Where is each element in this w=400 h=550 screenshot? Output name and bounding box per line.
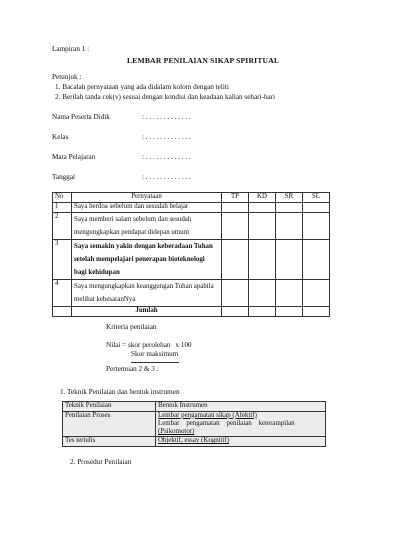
row-no: 2 [53,212,72,239]
nilai-denominator: Skor maksimum [131,350,179,358]
check-cell[interactable] [222,203,249,213]
check-cell[interactable] [222,239,249,279]
table-row [53,212,330,239]
teknik-table-header [63,402,326,412]
field-label-nama: Nama Peserta Didik [52,113,110,121]
field-value-tanggal: : . . . . . . . . . . . . . [142,173,191,181]
check-cell[interactable] [276,212,303,239]
check-cell[interactable] [222,212,249,239]
lampiran-label: Lampiran 1 : [52,45,90,53]
nilai-formula [106,341,192,350]
field-value-mapel: : . . . . . . . . . . . . . [142,153,191,161]
field-label-mapel: Mata Pelajaran [52,153,96,161]
header-no: No [53,193,72,203]
header-teknik: Teknik Penilaian [63,402,156,412]
teknik-name: Tes tertulis [63,437,156,447]
jumlah-cell[interactable] [222,307,249,317]
row-statement: Saya memberi salam sebelum dan sesudah mengungkapkan pendapat didepan umum [72,212,222,239]
section-2-heading: 2. Prosedur Penilaian [70,458,132,466]
section-1-heading: 1. Teknik Penilaian dan bentuk instrumen [60,388,180,396]
document-title: LEMBAR PENILAIAN SIKAP SPIRITUAL [127,56,280,65]
sikap-table [52,192,330,317]
header-bentuk: Bentuk Instrumen [156,402,326,412]
table-row [63,437,326,447]
bentuk-list [156,437,326,447]
field-label-tanggal: Tanggal [52,173,76,181]
petunjuk-item-2: 2. Berilah tanda cek(v) sesuai dengan kondisi dan keadaan kalian sehari-hari [55,93,276,101]
row-statement: Saya mengungkapkan keanggungan Tuhan apabila melihat kebesaranNya [72,280,222,307]
jumlah-cell[interactable] [276,307,303,317]
sikap-table-header [53,193,330,203]
row-no: 4 [53,280,72,307]
pertemuan-label: Pertemuan 2 & 3 : [106,365,159,373]
row-no: 3 [53,239,72,279]
nilai-multiplier: x 100 [175,341,192,349]
teknik-name: Penilaian Proses [63,411,156,437]
table-row [53,280,330,307]
bentuk-line: Objektif, essay (Kognitif) [158,437,229,445]
header-pernyataan: Pernyataan [72,193,222,203]
bentuk-list [156,411,326,437]
check-cell[interactable] [222,280,249,307]
check-cell[interactable] [303,203,330,213]
jumlah-label: Jumlah [72,307,222,317]
table-row [63,411,326,437]
bentuk-line: (Psikomotor) [158,428,195,436]
check-cell[interactable] [276,239,303,279]
row-statement: Saya semakin yakin dengan keberadaan Tuhan setelah mempelajari penerapan bioteknologi bagi kehidupan [72,239,222,279]
check-cell[interactable] [249,239,276,279]
jumlah-cell[interactable] [249,307,276,317]
bentuk-line: Lembar pengamatan sikap (Afektif) [158,411,257,419]
teknik-table [62,401,326,447]
table-row [53,239,330,279]
nilai-prefix: Nilai = skor perolehan [106,341,171,349]
row-statement: Saya berdoa sebelum dan sesudah belajar [72,203,222,213]
check-cell[interactable] [276,203,303,213]
check-cell[interactable] [303,212,330,239]
jumlah-cell[interactable] [303,307,330,317]
table-footer [53,307,330,317]
check-cell[interactable] [249,203,276,213]
header-sr: SR [276,193,303,203]
check-cell[interactable] [303,280,330,307]
kriteria-label: Kriteria penilaian [106,323,157,331]
field-value-nama: : . . . . . . . . . . . . . [142,113,191,121]
petunjuk-item-1: 1. Bacalah pernyataan yang ada didalam kolom dengan teliti [55,83,229,91]
field-value-kelas: : . . . . . . . . . . . . . [142,133,191,141]
petunjuk-label: Petunjuk : [52,73,82,81]
underline [131,362,179,363]
table-row [53,203,330,213]
header-tp: TP [222,193,249,203]
check-cell[interactable] [249,280,276,307]
bentuk-line: Lembar pengamatan penilaian keterampilan [158,419,295,427]
row-no: 1 [53,203,72,213]
check-cell[interactable] [249,212,276,239]
header-kd: KD [249,193,276,203]
check-cell[interactable] [276,280,303,307]
check-cell[interactable] [303,239,330,279]
field-label-kelas: Kelas [52,133,69,141]
header-sl: SL [303,193,330,203]
